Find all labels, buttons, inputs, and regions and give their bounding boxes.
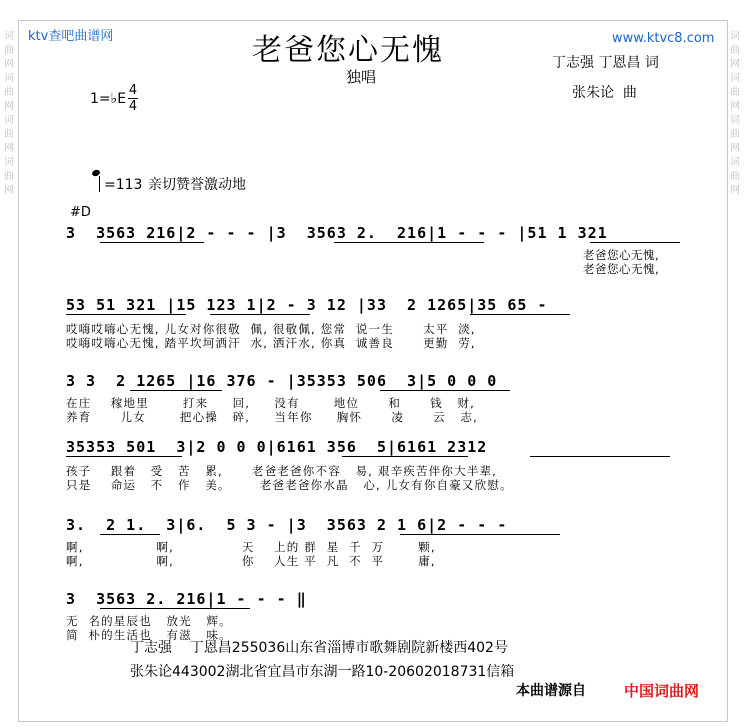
- side-watermark-right: 词曲网词曲网词曲网词曲网: [730, 31, 740, 196]
- watermark-site-right: www.ktvc8.com: [612, 31, 715, 46]
- melody-line-3: 3 3 2 1265 |16 376 - |35353 506 3|5 0 0 0: [66, 372, 498, 390]
- lyrics-line-3-verse-2: 养育 儿女 把心操 碎, 当年你 胸怀 凌 云 志,: [66, 410, 478, 424]
- side-watermark-left: 词曲网词曲网词曲网词曲网: [4, 31, 14, 196]
- beam-underline: [342, 456, 468, 457]
- lyricist-credit: 丁志强 丁恩昌 词: [552, 55, 659, 71]
- time-signature: [128, 84, 138, 113]
- beam-underline: [334, 242, 484, 243]
- quarter-note-stem: [99, 176, 100, 192]
- expression-marking: 亲切赞誉激动地: [148, 177, 246, 193]
- beam-underline: [130, 390, 222, 391]
- beam-underline: [590, 242, 680, 243]
- lyrics-line-3-verse-1: 在庄 稼地里 打来 回, 没有 地位 和 钱 财,: [66, 396, 475, 410]
- song-subtitle: 独唱: [346, 68, 377, 86]
- beam-underline: [400, 534, 560, 535]
- lyrics-line-4-verse-2: 只是 命运 不 作 美。 老爸老爸你水晶 心, 儿女有你自豪又欣慰。: [66, 478, 513, 492]
- beam-underline: [100, 608, 250, 609]
- tempo-marking: =113: [104, 177, 143, 193]
- key-signature: 1=♭E: [90, 91, 127, 107]
- watermark-site-left: ktv查吧曲谱网: [28, 29, 114, 44]
- lyrics-line-5-verse-2: 啊, 啊, 你 人生 平 凡 不 平 庸,: [66, 554, 436, 568]
- time-sig-top: 4: [128, 83, 138, 98]
- melody-line-4: 35353 501 3|2 0 0 0|6161 356 5|6161 2312: [66, 438, 488, 456]
- lyrics-line-1-verse-1: 老爸您心无愧,: [583, 248, 660, 262]
- lyrics-line-6-verse-2: 简 朴的生活也 有滋 味。: [66, 628, 232, 642]
- section-mark: #D: [70, 205, 91, 220]
- lyrics-line-4-verse-1: 孩子 跟着 受 苦 累, 老爸老爸你不容 易, 艰辛疾苦伴你大半辈,: [66, 464, 498, 478]
- beam-underline: [530, 456, 670, 457]
- lyrics-line-2-verse-1: 哎嗨哎嗨心无愧, 儿女对你很敬 佩, 很敬佩, 您常 说一生 太平 淡,: [66, 322, 476, 336]
- beam-underline: [66, 314, 186, 315]
- melody-line-1: 3 3563 216|2 - - - |3 3563 2. 216|1 - - - |51 1 321: [66, 224, 608, 242]
- lyrics-line-1-verse-2: 老爸您心无愧,: [583, 262, 660, 276]
- lyrics-line-2-verse-2: 哎嗨哎嗨心无愧, 踏平坎坷洒汗 水, 洒汗水, 你真 诚善良 更勤 劳,: [66, 336, 476, 350]
- beam-underline: [380, 390, 510, 391]
- author-address-2: 张朱论443002湖北省宜昌市东湖一路10-20602018731信箱: [130, 664, 515, 680]
- lyrics-line-6-verse-1: 无 名的星辰也 放光 辉。: [66, 614, 232, 628]
- beam-underline: [66, 456, 182, 457]
- beam-underline: [100, 534, 160, 535]
- melody-line-2: 53 51 321 |15 123 1|2 - 3 12 |33 2 1265|35 65 -: [66, 296, 548, 314]
- author-address-1: 丁志强 丁恩昌255036山东省淄博市歌舞剧院新楼西402号: [130, 640, 508, 656]
- beam-underline: [100, 242, 204, 243]
- beam-underline: [470, 314, 570, 315]
- composer-credit: 张朱论 曲: [572, 85, 637, 101]
- beam-underline: [210, 314, 310, 315]
- source-brand-link[interactable]: 中国词曲网: [624, 682, 700, 700]
- song-title: 老爸您心无愧: [252, 33, 444, 68]
- time-sig-bottom: 4: [128, 99, 138, 114]
- melody-line-6: 3 3563 2. 216|1 - - - ‖: [66, 590, 307, 608]
- melody-line-5: 3. 2 1. 3|6. 5 3 - |3 3563 2 1 6|2 - - -: [66, 516, 508, 534]
- lyrics-line-5-verse-1: 啊, 啊, 天 上的 群 星 千 万 颗,: [66, 540, 436, 554]
- source-label: 本曲谱源自: [516, 683, 586, 699]
